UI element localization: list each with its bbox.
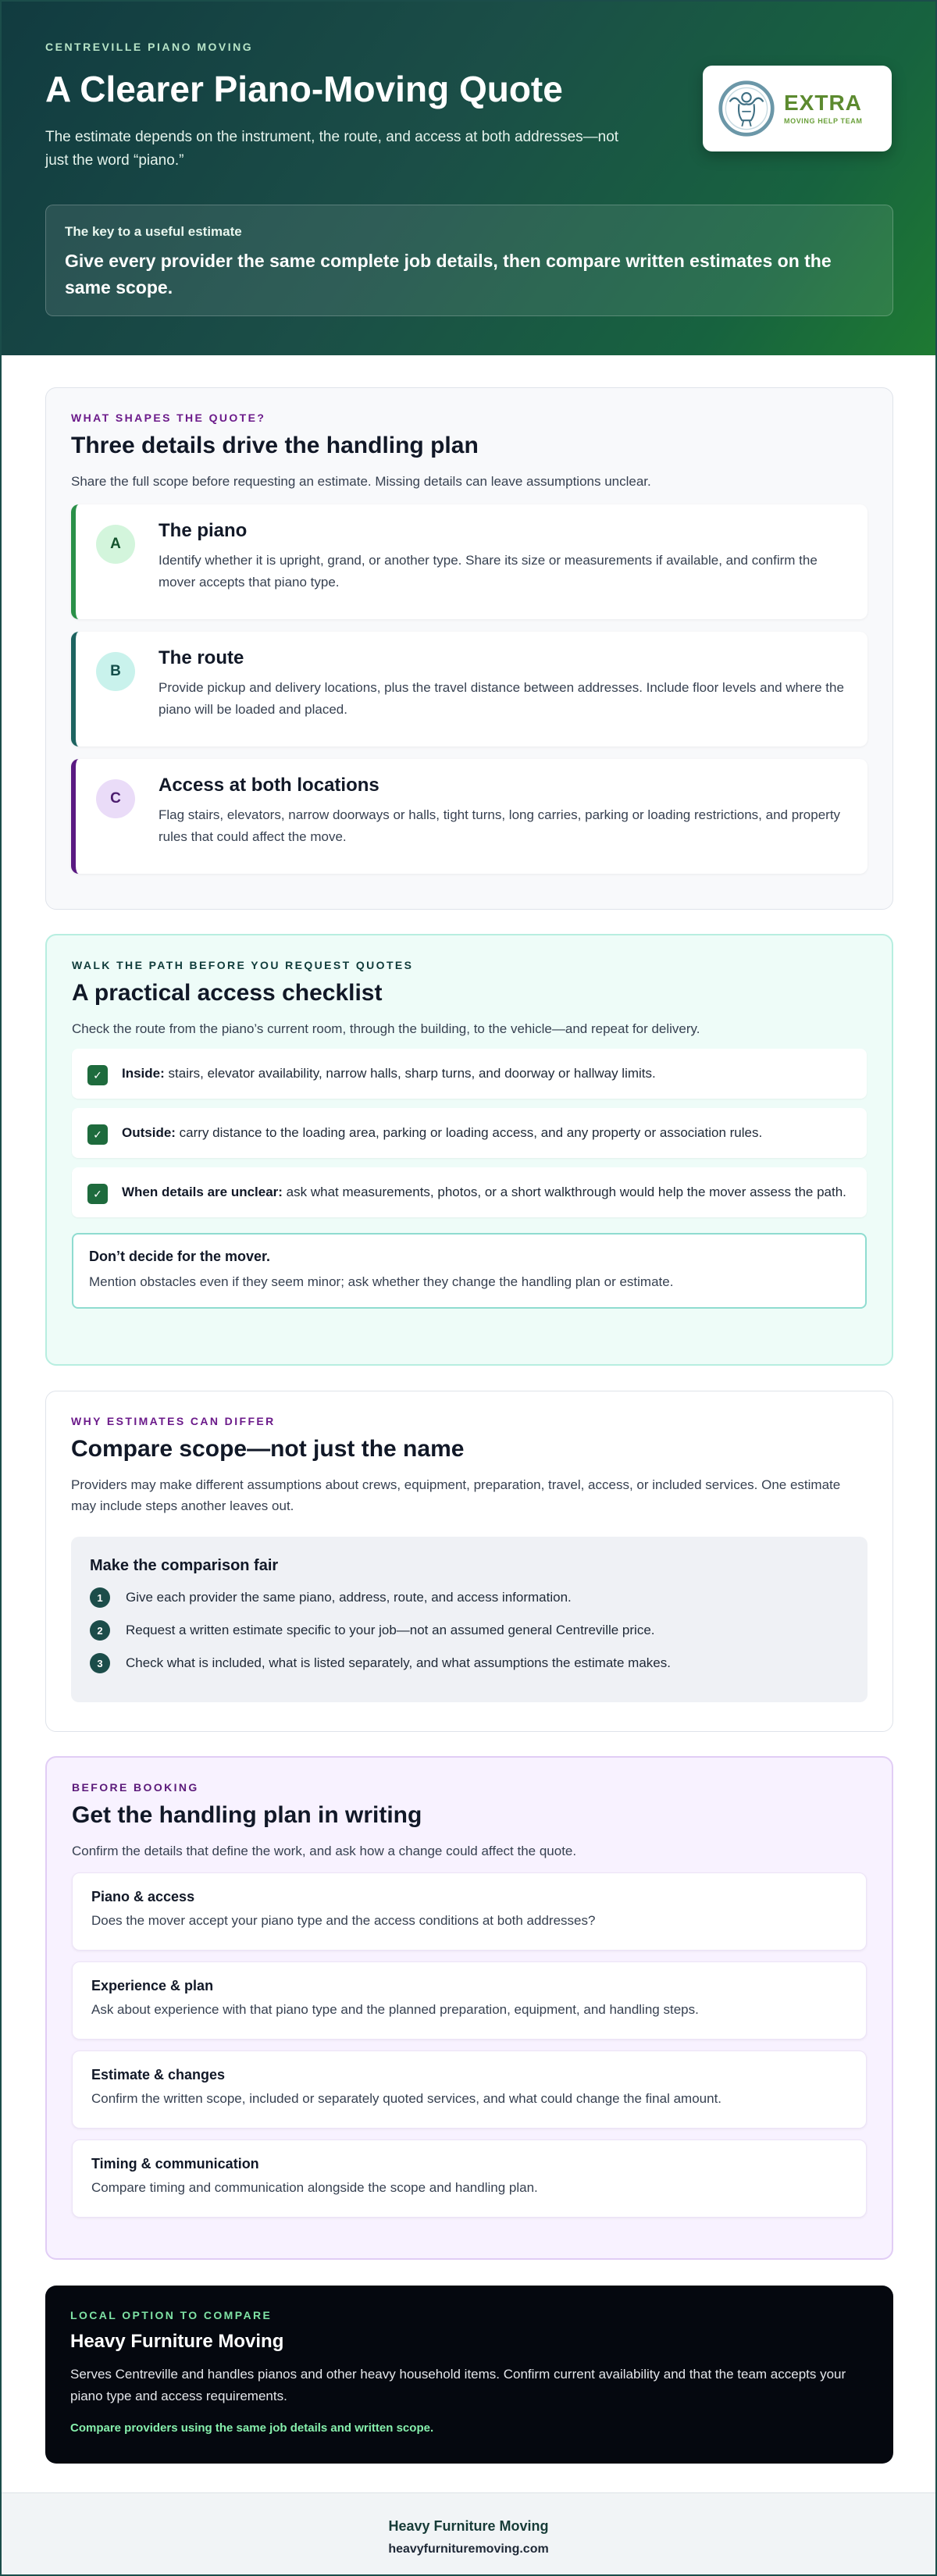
access-checklist-section <box>45 934 893 1366</box>
step-number: 1 <box>90 1587 110 1608</box>
section-title: A practical access checklist <box>72 980 383 1006</box>
comparison-step <box>90 1587 849 1608</box>
plan-title: Piano & access <box>91 1889 195 1905</box>
step-number: 3 <box>90 1653 110 1673</box>
key-label: The key to a useful estimate <box>65 223 242 239</box>
section-eyebrow: LOCAL OPTION TO COMPARE <box>70 2309 273 2321</box>
section-title: Three details drive the handling plan <box>71 433 479 458</box>
comparison-step <box>90 1620 849 1641</box>
local-text: Serves Centreville and handles pianos and other heavy household items. Confirm current availability and that the team accepts your piano type and access requirements. <box>70 2367 846 2404</box>
before-booking-section <box>45 1756 893 2260</box>
strongman-icon <box>717 79 776 138</box>
footer-company-name: Heavy Furniture Moving <box>388 2518 549 2534</box>
key-callout <box>45 205 893 316</box>
comparison-step <box>90 1653 849 1673</box>
driver-card-access <box>71 759 868 874</box>
checklist-lead: Outside: <box>122 1125 176 1141</box>
section-eyebrow: WHAT SHAPES THE QUOTE? <box>71 412 266 424</box>
driver-card-route <box>71 632 868 746</box>
hero-subtitle: The estimate depends on the instrument, the route, and access at both addresses—not just the word “piano.” <box>45 128 619 169</box>
checklist-item-inside <box>72 1049 867 1099</box>
plan-title: Experience & plan <box>91 1978 214 1994</box>
footer <box>2 2492 935 2574</box>
local-title: Heavy Furniture Moving <box>70 2331 284 2352</box>
driver-text: Identify whether it is upright, grand, or another type. Share its size or measurements if available, and confirm the mover accepts that piano type. <box>159 553 818 590</box>
compare-scope-section <box>45 1391 893 1732</box>
driver-card-piano <box>71 504 868 619</box>
hero-eyebrow: CENTREVILLE PIANO MOVING <box>45 41 254 53</box>
section-eyebrow: WALK THE PATH BEFORE YOU REQUEST QUOTES <box>72 959 414 971</box>
section-eyebrow: BEFORE BOOKING <box>72 1781 199 1794</box>
plan-card <box>72 2050 867 2129</box>
step-text: Check what is included, what is listed separately, and what assumptions the estimate makes. <box>126 1655 671 1671</box>
plan-text: Ask about experience with that piano type and the planned preparation, equipment, and handling steps. <box>91 2002 699 2018</box>
plan-card <box>72 1872 867 1951</box>
checkmark-icon: ✓ <box>87 1124 108 1145</box>
checklist-item-outside <box>72 1108 867 1158</box>
checklist-lead: When details are unclear: <box>122 1185 283 1200</box>
plan-text: Confirm the written scope, included or separately quoted services, and what could change the final amount. <box>91 2091 722 2107</box>
driver-badge: A <box>96 525 135 564</box>
section-title: Compare scope—not just the name <box>71 1436 465 1462</box>
checkmark-icon: ✓ <box>87 1065 108 1085</box>
step-text: Give each provider the same piano, address, route, and access information. <box>126 1590 572 1605</box>
checklist-lead: Inside: <box>122 1066 165 1081</box>
comparison-title: Make the comparison fair <box>90 1557 279 1575</box>
step-text: Request a written estimate specific to your job—not an assumed general Centreville price. <box>126 1623 655 1638</box>
plan-title: Timing & communication <box>91 2156 259 2172</box>
logo-word: EXTRA <box>784 91 862 115</box>
driver-badge: C <box>96 779 135 818</box>
section-intro: Confirm the details that define the work, and ask how a change could affect the quote. <box>72 1844 577 1858</box>
driver-badge: B <box>96 652 135 691</box>
plan-card <box>72 2140 867 2218</box>
step-number: 2 <box>90 1620 110 1641</box>
section-title: Get the handling plan in writing <box>72 1802 422 1828</box>
page-title: A Clearer Piano-Moving Quote <box>45 69 563 109</box>
checklist-text: ask what measurements, photos, or a short walkthrough would help the mover assess the path. <box>282 1185 846 1200</box>
footer-website-link[interactable]: heavyfurnituremoving.com <box>388 2542 549 2556</box>
section-eyebrow: WHY ESTIMATES CAN DIFFER <box>71 1415 276 1427</box>
driver-title: The piano <box>159 520 248 542</box>
checklist-item-unclear <box>72 1167 867 1217</box>
mover-note <box>72 1233 867 1308</box>
logo-text <box>784 92 862 125</box>
section-intro: Providers may make different assumptions about crews, equipment, preparation, travel, access, or included services. One estimate may include steps another leaves out. <box>71 1477 841 1514</box>
local-note: Compare providers using the same job details and written scope. <box>70 2421 434 2435</box>
plan-title: Estimate & changes <box>91 2067 226 2083</box>
plan-card <box>72 1961 867 2040</box>
comparison-box <box>71 1537 868 1702</box>
key-text: Give every provider the same complete job details, then compare written estimates on the same scope. <box>65 250 832 298</box>
section-intro: Share the full scope before requesting an estimate. Missing details can leave assumptions unclear. <box>71 474 651 489</box>
logo-tagline: MOVING HELP TEAM <box>784 117 863 125</box>
checkmark-icon: ✓ <box>87 1184 108 1204</box>
note-text: Mention obstacles even if they seem minor; ask whether they change the handling plan or estimate. <box>89 1274 674 1290</box>
logo <box>703 66 892 151</box>
driver-text: Provide pickup and delivery locations, plus the travel distance between addresses. Include floor levels and where the piano will be loaded and placed. <box>159 680 844 718</box>
note-title: Don’t decide for the mover. <box>89 1249 271 1265</box>
checklist-text: stairs, elevator availability, narrow halls, sharp turns, and doorway or hallway limits. <box>164 1066 656 1081</box>
driver-title: Access at both locations <box>159 775 379 796</box>
driver-text: Flag stairs, elevators, narrow doorways or halls, tight turns, long carries, parking or loading restrictions, and property rules that could affect the move. <box>159 807 841 845</box>
local-option-section <box>45 2286 893 2464</box>
quote-drivers-section <box>45 387 893 910</box>
hero-banner <box>2 2 935 355</box>
plan-text: Compare timing and communication alongside the scope and handling plan. <box>91 2180 538 2196</box>
driver-title: The route <box>159 647 244 669</box>
section-intro: Check the route from the piano’s current room, through the building, to the vehicle—and repeat for delivery. <box>72 1021 700 1036</box>
plan-text: Does the mover accept your piano type and the access conditions at both addresses? <box>91 1913 596 1929</box>
checklist-text: carry distance to the loading area, parking or loading access, and any property or association rules. <box>175 1125 763 1141</box>
